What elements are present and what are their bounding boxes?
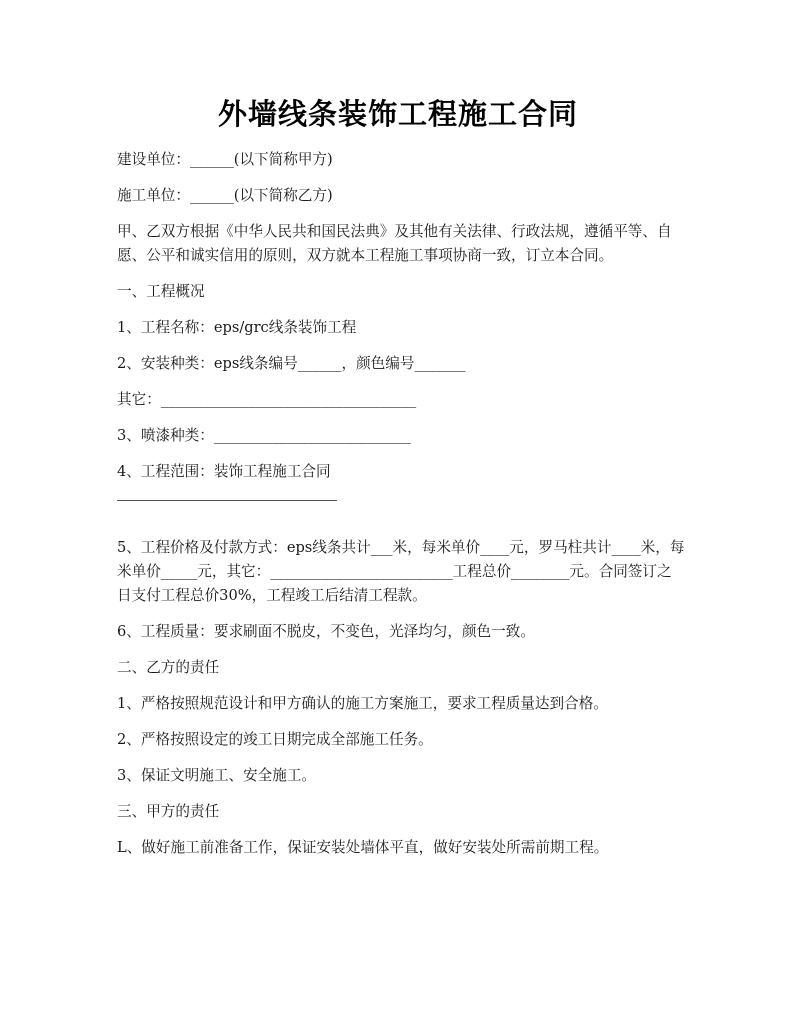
section-heading-party-a: 三、甲方的责任 xyxy=(117,803,220,820)
party-a-line: 建设单位：______(以下简称甲方) xyxy=(117,151,333,168)
paint-type-line: 3、喷漆种类：___________________________ xyxy=(117,427,411,444)
price-payment-paragraph: 5、工程价格及付款方式：eps线条共计___米，每米单价____元，罗马柱共计____米，每米单价_____元，其它：_________________________工程总价________元。合同签订之日支付工程总价30%，工程竣工后结清工程款。 xyxy=(117,539,685,604)
quality-line: 6、工程质量：要求刷面不脱皮，不变色，光泽均匀，颜色一致。 xyxy=(117,623,535,640)
section-heading-overview: 一、工程概况 xyxy=(117,283,205,300)
scope-line: 4、工程范围：装饰工程施工合同 xyxy=(117,463,331,480)
party-b-duty-3: 3、保证文明施工、安全施工。 xyxy=(117,767,317,784)
party-b-line: 施工单位：______(以下简称乙方) xyxy=(117,187,333,204)
document-title: 外墙线条装饰工程施工合同 xyxy=(217,97,578,131)
party-b-duty-2: 2、严格按照设定的竣工日期完成全部施工任务。 xyxy=(117,731,433,748)
section-heading-party-b: 二、乙方的责任 xyxy=(117,659,220,676)
blank-underline xyxy=(117,500,685,524)
install-type-line: 2、安装种类：eps线条编号______，颜色编号_______ xyxy=(117,355,466,372)
document-body xyxy=(117,148,685,872)
other-line: 其它：___________________________________ xyxy=(117,391,417,408)
preamble-paragraph: 甲、乙双方根据《中华人民共和国民法典》及其他有关法律、行政法规，遵循平等、自愿、公平和诚实信用的原则，双方就本工程施工事项协商一致，订立本合同。 xyxy=(117,223,672,264)
blank-underline-stroke xyxy=(117,500,337,501)
party-a-duty-1: L、做好施工前准备工作，保证安装处墙体平直，做好安装处所需前期工程。 xyxy=(117,839,609,856)
party-b-duty-1: 1、严格按照规范设计和甲方确认的施工方案施工，要求工程质量达到合格。 xyxy=(117,695,608,712)
project-name-line: 1、工程名称：eps/grc线条装饰工程 xyxy=(117,319,357,336)
